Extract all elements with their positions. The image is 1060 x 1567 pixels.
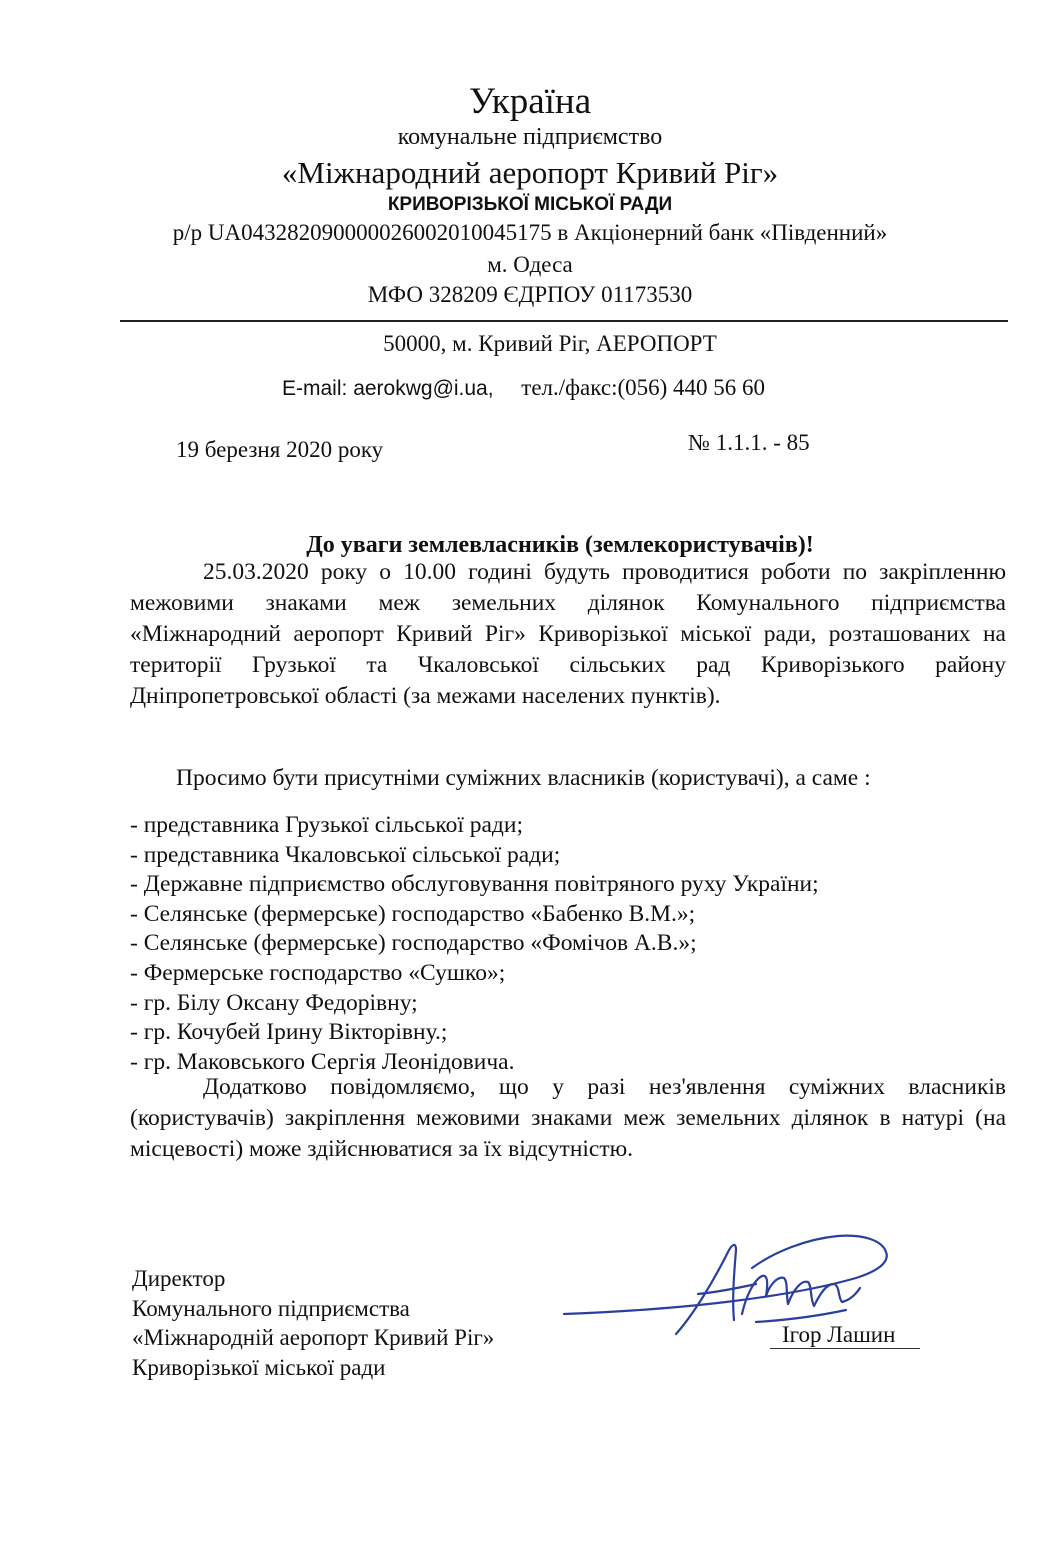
signatory-council: Криворізької міської ради — [132, 1354, 386, 1380]
phone-fax: тел./факс:(056) 440 56 60 — [521, 375, 766, 400]
list-item: - гр. Кочубей Ірину Вікторівну.; — [130, 1019, 448, 1046]
notice-paragraph-3-text: Додатково повідомляємо, що у разі нез'явлення суміжних власників (користувачів) закріплення межовими знаками меж земельних ділянок в натурі (на місцевості) може здійснюватися за їх відсутністю. — [130, 1074, 1006, 1162]
attendance-request: Просимо бути присутніми суміжних власників (користувачі), а саме : — [176, 765, 871, 791]
attendees-list — [130, 811, 819, 1077]
bank-account: р/р UA043282090000026002010045175 в Акціонерний банк «Південний» — [172, 220, 888, 245]
notice-paragraph-1 — [130, 557, 1006, 712]
signatory-org-name: «Міжнародній аеропорт Кривий Ріг» — [132, 1325, 495, 1350]
org-address: 50000, м. Кривий Ріг, АЕРОПОРТ — [383, 331, 717, 356]
signatory-org-kind: Комунального підприємства — [132, 1295, 410, 1321]
email-address: aerokwg@i.ua, — [353, 377, 494, 400]
org-kind: комунальне підприємство — [397, 124, 663, 150]
signatory-title — [132, 1264, 494, 1382]
letter-number: № 1.1.1. - 85 — [688, 430, 810, 455]
signatory-position: Директор — [132, 1266, 226, 1291]
list-item: - представника Чкаловської сільської ради; — [130, 841, 561, 868]
list-item: - гр. Білу Оксану Федорівну; — [130, 989, 418, 1016]
notice-title: До уваги землевласників (землекористувачів)! — [306, 532, 814, 558]
notice-paragraph-1-text: 25.03.2020 року о 10.00 годині будуть проводитися роботи по закріпленню межовими знаками меж земельних ділянок Комунального підприємства «Міжнародний аеропорт Кривий Ріг» Криворізької міської ради, розташованих на території Грузької та Чкаловської сільських рад Криворізького району Дніпропетровської області (за межами населених пунктів). — [130, 559, 1006, 709]
signatory-underline — [770, 1348, 920, 1349]
email-label: E-mail: — [282, 377, 348, 400]
list-item: - Селянське (фермерське) господарство «Фомічов А.В.»; — [130, 930, 697, 957]
list-item: - Фермерське господарство «Сушко»; — [130, 959, 506, 986]
letter-date: 19 березня 2020 року — [176, 437, 384, 462]
council-name: КРИВОРІЗЬКОЇ МІСЬКОЇ РАДИ — [387, 194, 673, 215]
header-divider — [120, 320, 1008, 322]
org-name: «Міжнародний аеропорт Кривий Ріг» — [281, 155, 779, 190]
list-item: - гр. Маковського Сергія Леонідовича. — [130, 1048, 515, 1075]
bank-city: м. Одеса — [487, 252, 573, 277]
notice-paragraph-3 — [130, 1072, 1006, 1165]
contacts-line — [282, 375, 765, 401]
list-item: - Державне підприємство обслуговування повітряного руху України; — [130, 871, 819, 898]
list-item: - Селянське (фермерське) господарство «Бабенко В.М.»; — [130, 900, 696, 927]
country-title: Україна — [468, 81, 592, 122]
signatory-name: Ігор Лашин — [782, 1322, 896, 1347]
org-codes: МФО 328209 ЄДРПОУ 01173530 — [367, 282, 693, 307]
list-item: - представника Грузької сільської ради; — [130, 812, 523, 838]
